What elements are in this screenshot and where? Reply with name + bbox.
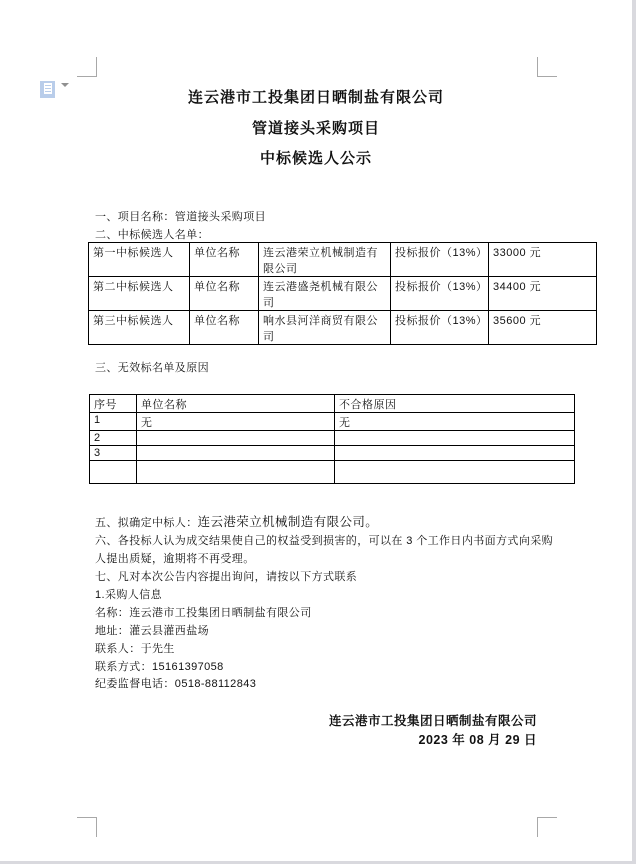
crop-mark-top-right — [537, 57, 557, 77]
unit-cell — [137, 461, 335, 484]
col-header-reason: 不合格原因 — [335, 395, 575, 413]
invalid-bids-table — [89, 394, 575, 484]
table-row — [90, 413, 575, 431]
table-row — [89, 277, 597, 311]
index-cell: 1 — [90, 413, 137, 431]
col-header-unit-name: 单位名称 — [137, 395, 335, 413]
paste-options-icon — [40, 81, 55, 98]
table-row — [89, 243, 597, 277]
purchaser-name-line: 名称：连云港市工投集团日晒制盐有限公司 — [95, 607, 312, 619]
index-cell: 3 — [90, 446, 137, 461]
candidate-rank: 第三中标候选人 — [89, 311, 190, 345]
section-2-candidate-list-heading: 二、中标候选人名单： — [95, 229, 209, 241]
table-row — [90, 461, 575, 484]
bid-price-value: 33000 元 — [489, 243, 597, 277]
scrollbar-track[interactable] — [632, 0, 636, 864]
purchaser-address-line: 地址：灌云县灌西盐场 — [95, 625, 209, 637]
unit-name-label: 单位名称 — [190, 311, 259, 345]
index-cell: 2 — [90, 431, 137, 446]
unit-cell: 无 — [137, 413, 335, 431]
section-3-invalid-bids-heading: 三、无效标名单及原因 — [95, 362, 209, 374]
table-header-row — [90, 395, 575, 413]
candidate-rank: 第二中标候选人 — [89, 277, 190, 311]
purchaser-info-heading: 1.采购人信息 — [95, 589, 162, 601]
section-7-contact-heading: 七、凡对本次公告内容提出询问，请按以下方式联系 — [95, 571, 358, 583]
supervision-phone-line: 纪委监督电话：0518-88112843 — [95, 678, 257, 690]
col-header-index: 序号 — [90, 395, 137, 413]
doc-title-project: 管道接头采购项目 — [251, 120, 380, 137]
footer-company-signature: 连云港市工投集团日晒制盐有限公司 — [328, 714, 537, 728]
section-6-objection-line2: 人提出质疑，逾期将不再受理。 — [95, 553, 255, 565]
bid-price-value: 34400 元 — [489, 277, 597, 311]
unit-name-value: 连云港盛尧机械有限公司 — [259, 277, 391, 311]
winner-name: 连云港荣立机械制造有限公司。 — [197, 515, 379, 529]
reason-cell — [335, 431, 575, 446]
section-5-winner — [95, 512, 378, 530]
document-glyph — [44, 83, 52, 94]
table-row — [90, 446, 575, 461]
table-row — [90, 431, 575, 446]
crop-mark-top-left — [77, 57, 97, 77]
candidate-rank: 第一中标候选人 — [89, 243, 190, 277]
bid-price-label: 投标报价（13%） — [391, 311, 489, 345]
crop-mark-bottom-right — [537, 817, 557, 837]
section-6-objection-line1: 六、各投标人认为成交结果使自己的权益受到损害的，可以在 3 个工作日内书面方式向采购 — [95, 535, 554, 547]
unit-name-value: 连云港荣立机械制造有限公司 — [259, 243, 391, 277]
index-cell — [90, 461, 137, 484]
reason-cell — [335, 461, 575, 484]
bid-price-label: 投标报价（13%） — [391, 277, 489, 311]
doc-title-company: 连云港市工投集团日晒制盐有限公司 — [187, 89, 444, 106]
dropdown-caret-icon[interactable] — [61, 87, 70, 95]
unit-name-label: 单位名称 — [190, 243, 259, 277]
bid-price-label: 投标报价（13%） — [391, 243, 489, 277]
unit-cell — [137, 446, 335, 461]
footer-date: 2023 年 08 月 29 日 — [418, 733, 537, 747]
reason-cell — [335, 446, 575, 461]
unit-name-value: 响水县河洋商贸有限公司 — [259, 311, 391, 345]
section-1-project-name: 一、项目名称：管道接头采购项目 — [95, 211, 266, 223]
bid-price-value: 35600 元 — [489, 311, 597, 345]
winner-label: 五、拟确定中标人： — [95, 517, 198, 529]
unit-cell — [137, 431, 335, 446]
reason-cell: 无 — [335, 413, 575, 431]
table-row — [89, 311, 597, 345]
candidates-table — [88, 242, 597, 345]
doc-title-announcement: 中标候选人公示 — [259, 150, 372, 167]
crop-mark-bottom-left — [77, 817, 97, 837]
contact-person-line: 联系人：于先生 — [95, 643, 175, 655]
unit-name-label: 单位名称 — [190, 277, 259, 311]
contact-phone-line: 联系方式：15161397058 — [95, 661, 224, 673]
paste-options-button[interactable] — [38, 80, 72, 100]
